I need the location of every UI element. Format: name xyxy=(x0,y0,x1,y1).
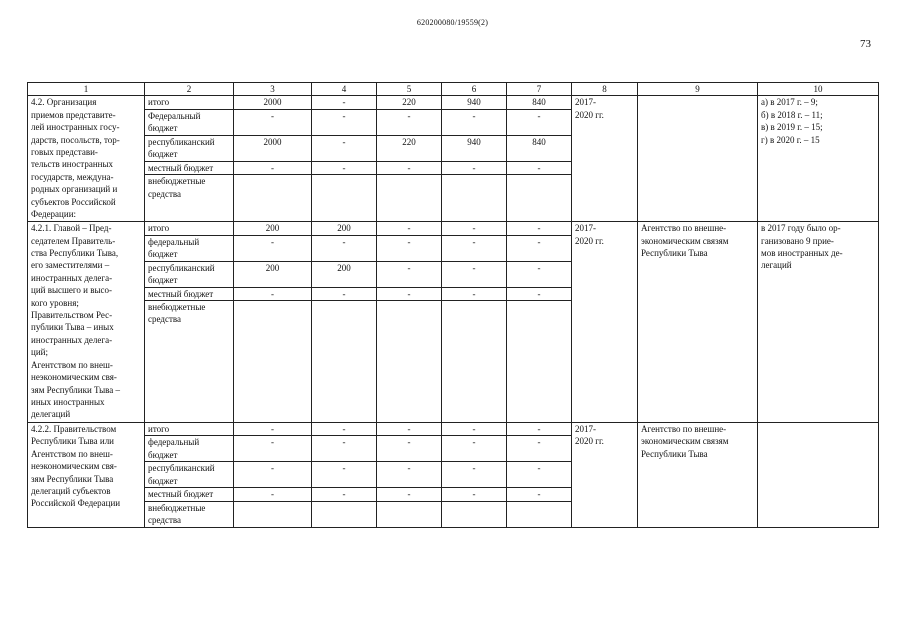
funding-source: итого xyxy=(145,96,234,109)
funding-value-cell: - xyxy=(377,222,442,235)
funding-value-cell: - xyxy=(234,287,312,300)
funding-value-cell: - xyxy=(377,488,442,501)
funding-value-cell: - xyxy=(507,235,572,261)
funding-value-cell xyxy=(234,175,312,222)
funding-value-cell: - xyxy=(442,235,507,261)
funding-value-cell: 200 xyxy=(312,261,377,287)
funding-value-cell: 200 xyxy=(234,261,312,287)
funding-value-cell: 2000 xyxy=(234,96,312,109)
funding-value-cell xyxy=(234,501,312,527)
executor-cell: Агентство по внешне- экономическим связям Республики Тыва xyxy=(638,423,758,528)
funding-value-cell xyxy=(377,501,442,527)
funding-value-cell: - xyxy=(377,287,442,300)
funding-value-cell: - xyxy=(234,161,312,174)
column-header: 6 xyxy=(442,83,507,96)
funding-value-cell: - xyxy=(507,423,572,436)
result-cell: в 2017 году было ор- ганизовано 9 прие- мов иностранных де- легаций xyxy=(758,222,879,423)
funding-source: местный бюджет xyxy=(145,161,234,174)
measure-title: 4.2. Организация приемов представите- лей иностранных госу- дарств, посольств, тор- говых представи- тельств иностранных государств, междуна- родных организаций и субъектов Российской Федерации: xyxy=(28,96,145,222)
page-number: 73 xyxy=(860,38,871,50)
measure-title: 4.2.2. Правительством Республики Тыва или Агентством по внеш- неэкономическим свя- зям Республики Тыва делегаций субъектов Российской Федерации xyxy=(28,423,145,528)
result-cell: а) в 2017 г. – 9; б) в 2018 г. – 11; в) в 2019 г. – 15; г) в 2020 г. – 15 xyxy=(758,96,879,222)
column-header: 8 xyxy=(572,83,638,96)
funding-value-cell: - xyxy=(234,423,312,436)
funding-value-cell xyxy=(442,175,507,222)
funding-value-cell: - xyxy=(442,222,507,235)
funding-value-cell xyxy=(377,175,442,222)
funding-value-cell: 940 xyxy=(442,135,507,161)
funding-value-cell: - xyxy=(442,261,507,287)
column-header: 4 xyxy=(312,83,377,96)
table-row xyxy=(28,423,879,436)
period-cell: 2017- 2020 гг. xyxy=(572,423,638,528)
result-cell xyxy=(758,423,879,528)
funding-value-cell: - xyxy=(377,109,442,135)
funding-value-cell: - xyxy=(507,261,572,287)
funding-value-cell: 220 xyxy=(377,135,442,161)
funding-value-cell: - xyxy=(507,436,572,462)
funding-value-cell: - xyxy=(234,235,312,261)
funding-value-cell: - xyxy=(442,109,507,135)
funding-value-cell: - xyxy=(442,462,507,488)
funding-source: республиканский бюджет xyxy=(145,462,234,488)
column-header: 2 xyxy=(145,83,234,96)
funding-value-cell: - xyxy=(377,235,442,261)
column-header: 7 xyxy=(507,83,572,96)
funding-value-cell: - xyxy=(507,161,572,174)
funding-value-cell: - xyxy=(507,488,572,501)
funding-source: итого xyxy=(145,222,234,235)
funding-value-cell xyxy=(234,301,312,423)
funding-value-cell: - xyxy=(312,96,377,109)
funding-value-cell: - xyxy=(442,436,507,462)
funding-value-cell xyxy=(507,301,572,423)
funding-source: итого xyxy=(145,423,234,436)
budget-table xyxy=(27,82,879,528)
funding-value-cell: - xyxy=(377,423,442,436)
column-number-row xyxy=(28,83,879,96)
funding-value-cell: - xyxy=(312,436,377,462)
funding-value-cell: - xyxy=(312,462,377,488)
funding-value-cell: - xyxy=(312,488,377,501)
funding-source: Федеральный бюджет xyxy=(145,109,234,135)
funding-source: республиканский бюджет xyxy=(145,261,234,287)
funding-value-cell xyxy=(312,501,377,527)
funding-value-cell xyxy=(442,301,507,423)
funding-value-cell: - xyxy=(312,235,377,261)
funding-value-cell: - xyxy=(377,261,442,287)
funding-value-cell: - xyxy=(234,109,312,135)
funding-value-cell: 200 xyxy=(312,222,377,235)
funding-value-cell xyxy=(507,175,572,222)
table-row xyxy=(28,96,879,109)
funding-value-cell: - xyxy=(442,423,507,436)
measure-title: 4.2.1. Главой – Пред- седателем Правитель- ства Республики Тыва, его заместителями – иностранных делега- ций высшего и высо- кого уровня; Правительством Рес- публики Тыва – иных иностранных делега- ций; Агентством по внеш- неэкономическим свя- зям Республики Тыва – иных иностранных делегаций xyxy=(28,222,145,423)
funding-value-cell: - xyxy=(312,135,377,161)
funding-value-cell: - xyxy=(507,222,572,235)
funding-value-cell xyxy=(442,501,507,527)
funding-source: внебюджетные средства xyxy=(145,175,234,222)
funding-value-cell: 200 xyxy=(234,222,312,235)
period-cell: 2017- 2020 гг. xyxy=(572,222,638,423)
funding-value-cell: - xyxy=(377,462,442,488)
funding-value-cell: - xyxy=(312,109,377,135)
funding-value-cell xyxy=(312,175,377,222)
funding-value-cell: - xyxy=(234,436,312,462)
funding-value-cell: - xyxy=(507,287,572,300)
funding-value-cell: - xyxy=(507,462,572,488)
table-row xyxy=(28,222,879,235)
funding-value-cell: - xyxy=(312,161,377,174)
funding-value-cell: 220 xyxy=(377,96,442,109)
document-id: 620200080/19559(2) xyxy=(416,18,489,27)
funding-source: республиканский бюджет xyxy=(145,135,234,161)
funding-value-cell: - xyxy=(377,161,442,174)
column-header: 10 xyxy=(758,83,879,96)
funding-source: внебюджетные средства xyxy=(145,501,234,527)
executor-cell xyxy=(638,96,758,222)
funding-source: местный бюджет xyxy=(145,287,234,300)
funding-value-cell: - xyxy=(442,488,507,501)
funding-value-cell xyxy=(312,301,377,423)
executor-cell: Агентство по внешне- экономическим связям Республики Тыва xyxy=(638,222,758,423)
column-header: 5 xyxy=(377,83,442,96)
funding-source: местный бюджет xyxy=(145,488,234,501)
funding-value-cell: - xyxy=(442,161,507,174)
period-cell: 2017- 2020 гг. xyxy=(572,96,638,222)
funding-value-cell: - xyxy=(507,109,572,135)
funding-value-cell: - xyxy=(377,436,442,462)
funding-value-cell xyxy=(377,301,442,423)
funding-value-cell: 2000 xyxy=(234,135,312,161)
funding-value-cell: - xyxy=(442,287,507,300)
funding-source: внебюджетные средства xyxy=(145,301,234,423)
funding-value-cell: - xyxy=(234,488,312,501)
funding-value-cell: 940 xyxy=(442,96,507,109)
funding-value-cell: - xyxy=(234,462,312,488)
column-header: 1 xyxy=(28,83,145,96)
funding-value-cell xyxy=(507,501,572,527)
column-header: 9 xyxy=(638,83,758,96)
funding-value-cell: - xyxy=(312,423,377,436)
funding-source: федеральный бюджет xyxy=(145,436,234,462)
funding-source: федеральный бюджет xyxy=(145,235,234,261)
funding-value-cell: - xyxy=(312,287,377,300)
funding-value-cell: 840 xyxy=(507,135,572,161)
funding-value-cell: 840 xyxy=(507,96,572,109)
column-header: 3 xyxy=(234,83,312,96)
